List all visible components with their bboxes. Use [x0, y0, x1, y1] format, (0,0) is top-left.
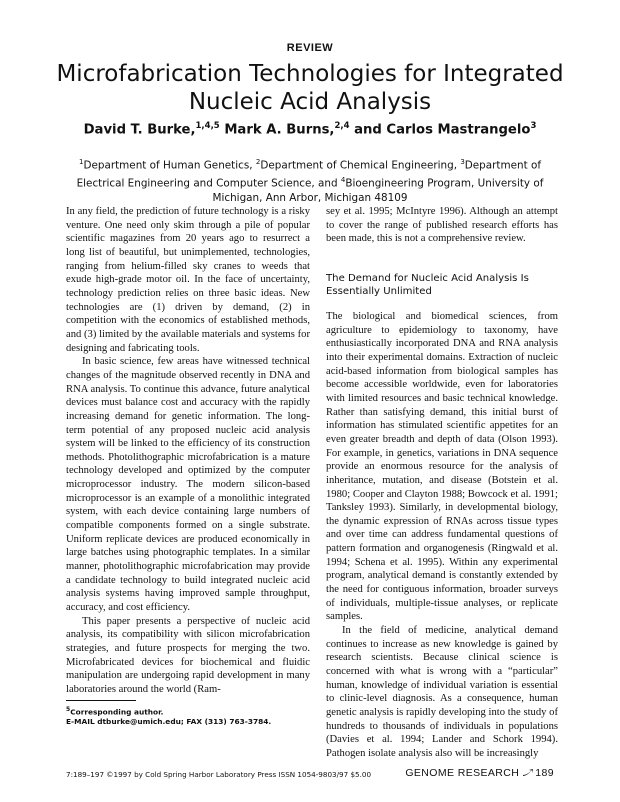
- affil-4: Bioengineering Program, University of Michigan, Ann Arbor, Michigan 48109: [212, 177, 544, 204]
- paragraph: This paper presents a perspective of nucleic acid analysis, its compatibility with silicon microfabrication strategies, and future prospects for merging the two. Microfabricated devices for biochemical and fluidic manipulation are undergoing rapid development in many laboratories around the world (Ram-: [66, 615, 310, 695]
- affil-1: Department of Human Genetics,: [83, 159, 256, 172]
- affil-mark-2: 2: [255, 158, 261, 166]
- section-heading: The Demand for Nucleic Acid Analysis Is Essentially Unlimited: [326, 272, 529, 297]
- affil-2: Department of Chemical Engineering,: [260, 159, 461, 172]
- section-label: REVIEW: [286, 42, 334, 54]
- author-3-name: and Carlos Mastrangelo: [354, 122, 531, 138]
- author-list: [40, 121, 580, 137]
- author-3-affil: 3: [530, 121, 537, 131]
- right-column: [326, 205, 558, 761]
- paragraph: The biological and biomedical sciences, from agriculture to epidemiology to taxonomy, have enthusiastically incorporated DNA and RNA analysis into their experimental domains. Extraction of nucleic acid-based information from biological samples has become accessible worldwide, even for laboratories with limited resources and basic technical knowledge. Rather than satisfying demand, this initial burst of information has stimulated scientific appetites for an even greater breadth and depth of data (Olson 1993). For example, in genetics, variations in DNA sequence provide an enormous resource for the analysis of inheritance, mutation, and disease (Botstein et al. 1980; Cooper and Clayton 1988; Bowcock et al. 1991; Tanksley 1993). Similarly, in developmental biology, the dynamic expression of RNAs across tissue types and over time can address fundamental questions of pattern formation and organogenesis (Ringwald et al. 1994; Schena et al. 1995). Within any experimental program, analytical demand is constantly extended by the need for contiguous information, broader surveys of individuals, multiple-tissue analyses, or replicate samples.: [326, 310, 558, 623]
- footnote-mark: 5: [66, 706, 71, 713]
- page-number: 189: [535, 767, 554, 779]
- paragraph: In the field of medicine, analytical demand continues to increase as new knowledge is gained by research scientists. Because clinical science is concerned with what is wrong with a “particular” human, knowledge of individual variation is essential to clinic-level diagnosis. As a consequence, human genetic analysis is rapidly developing into the study of hundreds to thousands of individuals in populations (Davies et al. 1994; Lander and Schork 1994). Pathogen isolate analysis also will be increasingly: [326, 625, 558, 759]
- affiliations: [60, 155, 560, 205]
- footnote: [66, 705, 316, 727]
- footnote-corresponding: [66, 705, 316, 717]
- paragraph: In basic science, few areas have witnessed technical changes of the magnitude observed recently in DNA and RNA analysis. To continue this advance, future analytical devices must balance cost and accuracy with the rapidly increasing demand for genetic information. The long-term potential of any proposed nucleic acid analysis system will be linked to the efficiency of its construction methods. Photolithographic microfabrication is a mature technology developed and optimized by the computer microprocessor industry. The modern silicon-based microprocessor is an example of a monolithic integrated system, with each device containing large numbers of compatible components formed on a single substrate. Uniform replicate devices are produced economically in large batches using photographic templates. In a similar manner, photolithographic microfabrication may provide a candidate technology to build integrated nucleic acid analysis systems having improved sample throughput, accuracy, and cost efficiency.: [66, 356, 310, 614]
- journal-footer: [405, 767, 554, 779]
- article-title: [40, 60, 580, 116]
- citation-footer: 7:189–197 ©1997 by Cold Spring Harbor Laboratory Press ISSN 1054-9803/97 $5.00: [66, 770, 372, 779]
- paragraph: In any field, the prediction of future technology is a risky venture. One need only skim through a pile of popular scientific magazines from 20 years ago to resurrect a long list of beautiful, but unimplemented, technologies, ranging from helium-filled sky cranes to weeds that exude high-grade motor oil. In the face of uncertainty, technology prediction relies on three basic ideas. New technologies are (1) driven by demand, (2) in competition with the economics of established methods, and (3) limited by the available materials and systems for designing and fabricating tools.: [66, 206, 310, 354]
- journal-arrow-icon: [522, 768, 534, 778]
- left-column: [66, 205, 310, 697]
- author-1-name: David T. Burke,: [83, 122, 196, 138]
- footnote-contact: E-MAIL dtburke@umich.edu; FAX (313) 763-3784.: [66, 717, 272, 727]
- author-1-affil: 1,4,5: [195, 121, 220, 131]
- affil-mark-3: 3: [460, 158, 465, 166]
- footnote-rule: [66, 700, 136, 701]
- affil-mark-1: 1: [79, 158, 84, 166]
- title-line-1: Microfabrication Technologies for Integrated: [56, 61, 564, 87]
- journal-name: GENOME RESEARCH: [405, 767, 520, 779]
- footnote-text: Corresponding author.: [70, 707, 164, 717]
- title-line-2: Nucleic Acid Analysis: [188, 89, 432, 115]
- author-2-affil: 2,4: [334, 121, 350, 131]
- affil-3: Department of Electrical Engineering and Computer Science, and: [76, 159, 541, 190]
- paragraph: sey et al. 1995; McIntyre 1996). Although an attempt to cover the range of published research efforts has been made, this is not a comprehensive review.: [326, 206, 558, 245]
- affil-mark-4: 4: [340, 175, 346, 184]
- author-2-name: Mark A. Burns,: [224, 122, 335, 138]
